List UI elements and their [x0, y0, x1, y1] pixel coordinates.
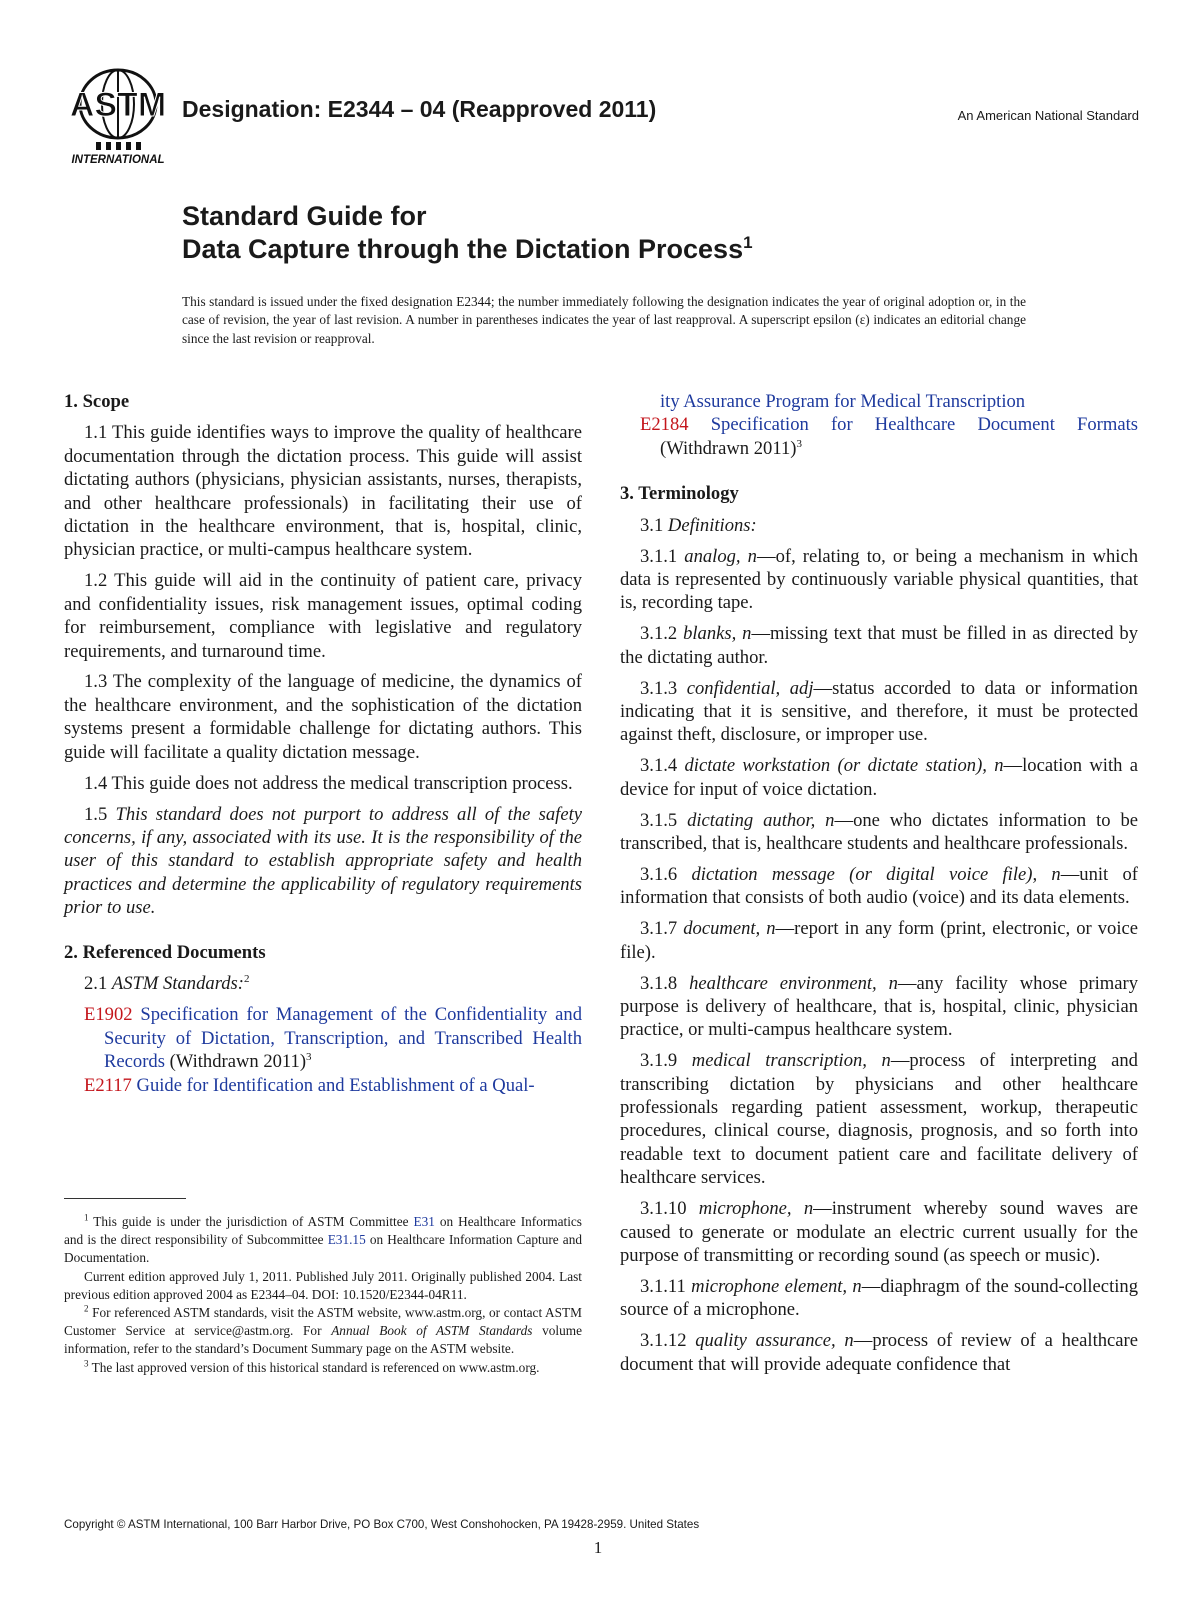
footnote-1: $^1$ This guide is under the jurisdiction of ASTM Committee E31 on Healthcare Informatics and is the direct responsibility of Subcommittee E31.15 on Healthcare Information Capture and Documentation. — [64, 1212, 582, 1266]
footnotes — [64, 1213, 582, 1377]
title-line-1: Standard Guide for — [182, 201, 427, 231]
term-definition: 3.1.3 confidential, adj—status accorded to data or information indicating that it is sensitive, and therefore, it must be protected against theft, disclosure, or improper use. — [620, 677, 1138, 746]
term-definition: 3.1.5 dictating author, n—one who dictates information to be transcribed, that is, healthcare students and healthcare professionals. — [620, 809, 1138, 854]
term-definition: 3.1.9 medical transcription, n—process of interpreting and transcribing dictation by physicians and other healthcare professionals regarding patient assessment, workup, therapeutic procedures, clinical course, diagnosis, prognosis, and so forth into readable text to document patient care and facilitate delivery of healthcare services. — [620, 1050, 1138, 1189]
ref-e1902-title-link[interactable]: Specification for Management of the Confidentiality and Security of Dictation, Transcription, and Transcribed Health Records — [104, 1004, 582, 1073]
scope-1-5: 1.5 This standard does not purport to address all of the safety concerns, if any, associated with its use. It is the responsibility of the user of this standard to establish appropriate safety and health practices and determine the applicability of regulatory requirements prior to use. — [64, 803, 582, 919]
ref-e1902-code-link[interactable]: E1902 — [84, 1004, 133, 1026]
term-definition: 3.1.6 dictation message (or digital voice file), n—unit of information that consists of both audio (voice) and its data elements. — [620, 863, 1138, 909]
term-definition: 3.1.11 microphone element, n—diaphragm of the sound-collecting source of a microphone. — [620, 1275, 1138, 1321]
term-definition: 3.1.10 microphone, n—instrument whereby sound waves are caused to generate or modulate an electric current usually for the purpose of transmitting or recording sound (as speech or music). — [620, 1198, 1138, 1266]
scope-1-2: 1.2 This guide will aid in the continuity of patient care, privacy and confidentiality issues, risk management issues, optimal coding for reimbursement, compliance with legislative and regulatory requirements, and turnaround time. — [64, 570, 582, 662]
scope-1-1: 1.1 This guide identifies ways to improve the quality of healthcare documentation through the dictation process. This guide will assist dictating authors (physicians, physician assistants, nurses, therapists, and other healthcare professionals) in facilitating their use of dictation in the healthcare environment, that is, hospital, clinic, physician practice, or multi-campus healthcare system. — [64, 422, 582, 561]
svg-text:INTERNATIONAL: INTERNATIONAL — [71, 154, 165, 166]
term-definition: 3.1.12 quality assurance, n—process of review of a healthcare document that will provide adequate confidence that — [620, 1330, 1138, 1375]
term-definition: 3.1.8 healthcare environment, n—any facility whose primary purpose is delivery of healthcare, that is, hospital, clinic, physician practice, or multi-campus healthcare system. — [620, 972, 1138, 1041]
subcommittee-e31-15-link[interactable]: E31.15 — [327, 1232, 366, 1248]
referenced-documents-heading: 2. Referenced Documents — [64, 942, 266, 964]
term-definition: 3.1.4 dictate workstation (or dictate station), n—location with a device for input of voice dictation. — [620, 755, 1138, 800]
ref-e1902: E1902 Specification for Management of the Confidentiality and Security of Dictation, Transcription, and Transcribed Health Records (Withdrawn 2011)$^3$ — [84, 1004, 582, 1073]
committee-e31-link[interactable]: E31 — [413, 1214, 435, 1229]
footnote-rule — [64, 1198, 186, 1199]
ref-e2117-title-link[interactable]: Guide for Identification and Establishment of a Qual- — [136, 1074, 535, 1096]
ref-e2184: E2184 Specification for Healthcare Document Formats (Withdrawn 2011)$^3$ — [640, 414, 1138, 459]
term-definition: 3.1.2 blanks, n—missing text that must be filled in as directed by the dictating author. — [620, 623, 1138, 668]
scope-heading: 1. Scope — [64, 391, 130, 412]
ref-e2184-code-link[interactable]: E2184 — [640, 414, 689, 436]
designation: Designation: E2344 – 04 (Reapproved 2011) — [182, 96, 657, 122]
ref-e2117-continued — [620, 390, 1138, 413]
ref-e2184-title-link[interactable]: Specification for Healthcare Document Formats — [710, 414, 1138, 436]
issued-notice: This standard is issued under the fixed designation E2344; the number immediately following the designation indicates the year of original adoption or, in the case of revision, the year of last revision. A number in parentheses indicates the year of last reapproval. A superscript epsilon (ε) indicates an editorial change since the last revision or reapproval. — [182, 294, 1026, 346]
svg-text:ASTM: ASTM — [69, 86, 167, 124]
footnote-1-edition: Current edition approved July 1, 2011. Published July 2011. Originally published 2004. Last previous edition approved 2004 as E2344–04. DOI: 10.1520/E2344-04R11. — [64, 1268, 582, 1302]
footnote-3: $^3$ The last approved version of this historical standard is referenced on www.astm.org. — [84, 1358, 540, 1375]
scope-1-4: 1.4 This guide does not address the medical transcription process. — [84, 772, 573, 794]
title-footnote-marker: 1 — [743, 233, 753, 252]
definitions-subheading: 3.1 Definitions: — [640, 514, 757, 536]
term-list — [620, 545, 1138, 1377]
footnote-2: $^2$ For referenced ASTM standards, visit the ASTM website, www.astm.org, or contact ASTM Customer Service at service@astm.org. For Annual Book of ASTM Standards volume information, refer to the standard’s Document Summary page on the ASTM website. — [64, 1303, 582, 1357]
astm-logo — [66, 66, 170, 166]
term-definition: 3.1.1 analog, n—of, relating to, or being a mechanism in which data is represented by continuously variable physical quantities, that is, recording tape. — [620, 545, 1138, 614]
title-line-2: Data Capture through the Dictation Process$^1$ — [182, 233, 753, 264]
astm-standards-subheading: 2.1 ASTM Standards:$^2$ — [84, 973, 250, 995]
left-column — [64, 390, 582, 1097]
terminology-heading: 3. Terminology — [620, 483, 739, 505]
term-definition: 3.1.7 document, n—report in any form (print, electronic, or voice file). — [620, 918, 1139, 963]
ref-e2117-code-link[interactable]: E2117 — [84, 1074, 132, 1096]
right-column — [620, 390, 1138, 1384]
copyright-notice: Copyright © ASTM International, 100 Barr Harbor Drive, PO Box C700, West Conshohocken, PA 19428-2959. United States — [64, 1518, 700, 1531]
page-number: 1 — [593, 1538, 603, 1557]
ref-e2117 — [64, 1074, 582, 1097]
ref-e2117-title-link-continued[interactable]: ity Assurance Program for Medical Transcription — [660, 391, 1026, 412]
scope-1-3: 1.3 The complexity of the language of medicine, the dynamics of the healthcare environment, and the sophistication of the dictation systems present a formidable challenge for dictating authors. This guide will facilitate a quality dictation message. — [64, 671, 582, 763]
national-standard-label: An American National Standard — [957, 108, 1139, 123]
document-title — [182, 200, 753, 266]
astm-globe-icon — [66, 66, 170, 166]
